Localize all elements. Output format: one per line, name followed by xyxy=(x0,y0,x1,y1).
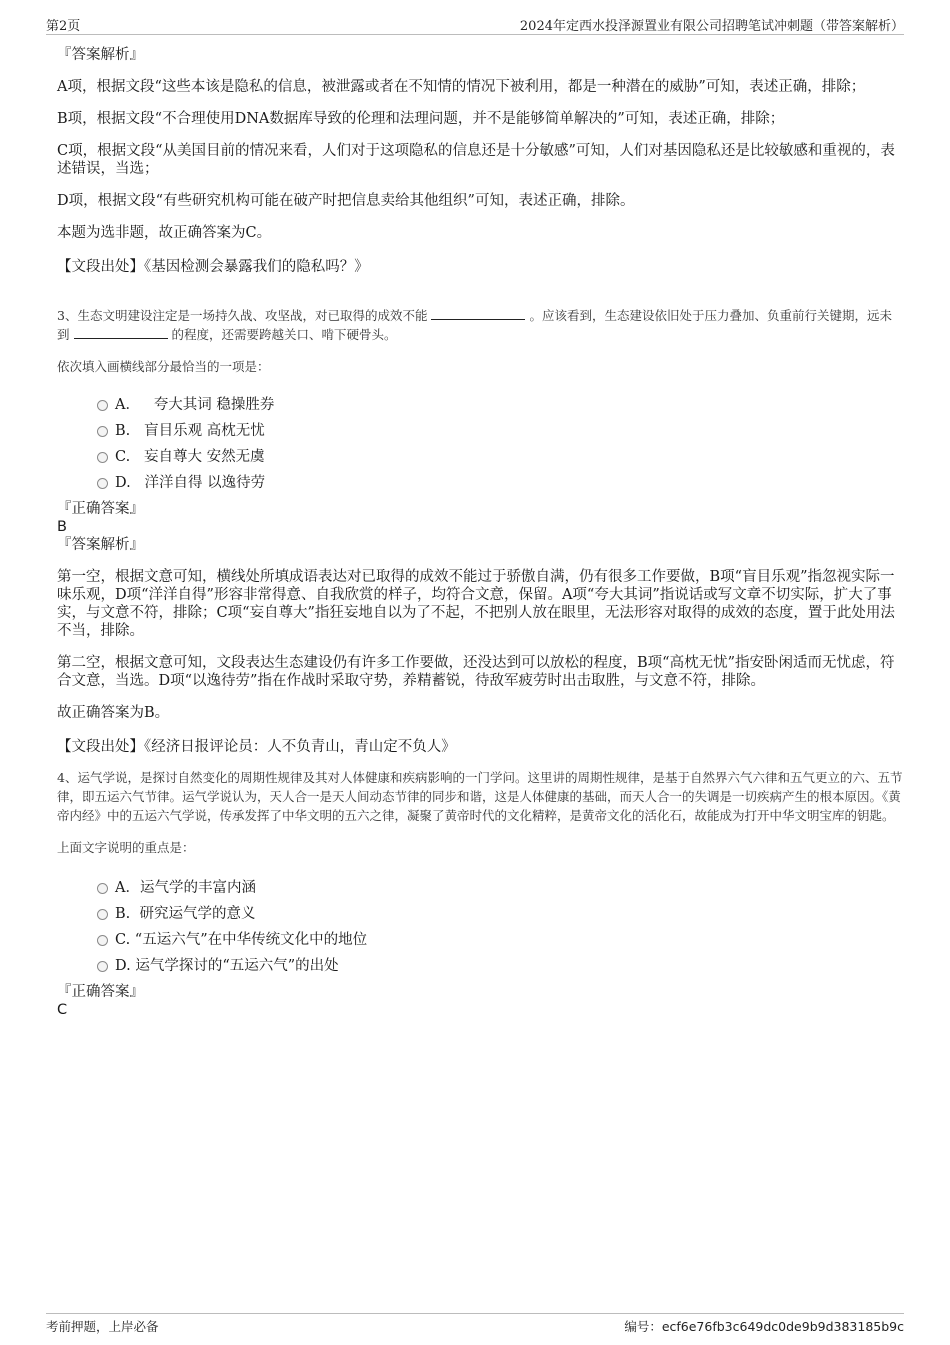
analysis-conclusion: 故正确答案为B。 xyxy=(57,705,170,721)
answer-label: 『正确答案』 xyxy=(57,501,144,517)
analysis-option-a: A项，根据文段“这些本该是隐私的信息，被泄露或者在不知情的情况下被利用，都是一种潜在的威胁”可知，表述正确，排除； xyxy=(57,79,866,95)
option-b[interactable]: B. 研究运气学的意义 xyxy=(57,901,904,927)
source-citation: 【文段出处】《经济日报评论员：人不负青山，青山定不负人》 xyxy=(57,739,456,755)
option-d[interactable]: D. 洋洋自得 以逸待劳 xyxy=(57,470,904,496)
fill-blank-1 xyxy=(431,308,525,320)
question-text: 3、生态文明建设注定是一场持久战、攻坚战，对已取得的成效不能 。应该看到，生态建设依旧处于压力叠加、负重前行关键期，远未到 的程度，还需要跨越关口、啃下硬骨头。 xyxy=(57,308,892,342)
question-text: 4、运气学说，是探讨自然变化的周期性规律及其对人体健康和疾病影响的一门学问。这里讲的周期性规律，是基于自然界六气六律和五气更立的六、五节律，即五运六气节律。运气学说认为，天人合一是天人间动态节律的同步和谐，这是人体健康的基础，而天人合一的失调是一切疾病产生的根本原因。《黄帝内经》中的五运六气学说，传承发挥了中华文明的五六之律，凝聚了黄帝时代的文化精粹，是黄帝文化的活化石，故能成为打开中华文明宝库的钥匙。 xyxy=(57,770,903,823)
analysis-label: 『答案解析』 xyxy=(57,47,144,63)
footer-slogan: 考前押题，上岸必备 xyxy=(46,1319,159,1334)
radio-icon[interactable] xyxy=(97,935,108,946)
analysis-blank-2: 第二空，根据文意可知，文段表达生态建设仍有许多工作要做，还没达到可以放松的程度，B项“高枕无忧”指安卧闲适而无忧虑，符合文意，当选。D项“以逸待劳”指在作战时采取守势，养精蓄锐，待敌军疲劳时出击取胜，与文意不符，排除。 xyxy=(57,655,895,689)
analysis-blank-1: 第一空，根据文意可知，横线处所填成语表达对已取得的成效不能过于骄傲自满，仍有很多工作要做，B项“盲目乐观”指忽视实际一味乐观，D项“洋洋自得”形容非常得意、自我欣赏的样子，均符合文意，保留。A项“夸大其词”指说话或写文章不切实际，扩大了事实，与文意不符，排除；C项“妄自尊大”指狂妄地自以为了不起，不把别人放在眼里，无法形容对取得的成效的态度，置于此处用法不当，排除。 xyxy=(57,569,895,639)
fill-blank-2 xyxy=(74,327,168,339)
radio-icon[interactable] xyxy=(97,883,108,894)
radio-icon[interactable] xyxy=(97,400,108,411)
question-4 xyxy=(57,768,904,1019)
options-list xyxy=(57,875,904,979)
option-c[interactable]: C. 妄自尊大 安然无虞 xyxy=(57,444,904,470)
document-title: 2024年定西水投泽源置业有限公司招聘笔试冲刺题（带答案解析） xyxy=(519,19,904,34)
radio-icon[interactable] xyxy=(97,961,108,972)
question-3 xyxy=(57,306,904,756)
option-c[interactable]: C. “五运六气”在中华传统文化中的地位 xyxy=(57,927,904,953)
question-prompt: 依次填入画横线部分最恰当的一项是： xyxy=(57,359,270,374)
question-prompt: 上面文字说明的重点是： xyxy=(57,840,195,855)
answer-value: B xyxy=(57,519,67,535)
answer-value: C xyxy=(57,1002,68,1018)
source-citation: 【文段出处】《基因检测会暴露我们的隐私吗？》 xyxy=(57,259,369,275)
options-list xyxy=(57,392,904,496)
page-header xyxy=(46,12,904,35)
option-d[interactable]: D. 运气学探讨的“五运六气”的出处 xyxy=(57,953,904,979)
analysis-option-b: B项，根据文段“不合理使用DNA数据库导致的伦理和法理问题，并不是能够简单解决的”可知，表述正确，排除； xyxy=(57,111,785,127)
option-a[interactable]: A． 夸大其词 稳操胜券 xyxy=(57,392,904,418)
prev-question-analysis xyxy=(57,46,904,276)
radio-icon[interactable] xyxy=(97,478,108,489)
option-b[interactable]: B. 盲目乐观 高枕无忧 xyxy=(57,418,904,444)
analysis-option-d: D项，根据文段“有些研究机构可能在破产时把信息卖给其他组织”可知，表述正确，排除。 xyxy=(57,193,635,209)
page-footer xyxy=(46,1313,904,1334)
analysis-label: 『答案解析』 xyxy=(57,537,144,553)
radio-icon[interactable] xyxy=(97,426,108,437)
analysis-conclusion: 本题为选非题，故正确答案为C。 xyxy=(57,225,272,241)
document-code: 编号：ecf6e76fb3c649dc0de9b9d383185b9c xyxy=(624,1319,904,1334)
option-a[interactable]: A．运气学的丰富内涵 xyxy=(57,875,904,901)
radio-icon[interactable] xyxy=(97,452,108,463)
answer-label: 『正确答案』 xyxy=(57,984,144,1000)
analysis-option-c: C项，根据文段“从美国目前的情况来看，人们对于这项隐私的信息还是十分敏感”可知，人们对基因隐私还是比较敏感和重视的，表述错误，当选； xyxy=(57,143,895,177)
page-content xyxy=(57,46,904,1019)
page-number: 第2页 xyxy=(46,19,81,34)
radio-icon[interactable] xyxy=(97,909,108,920)
